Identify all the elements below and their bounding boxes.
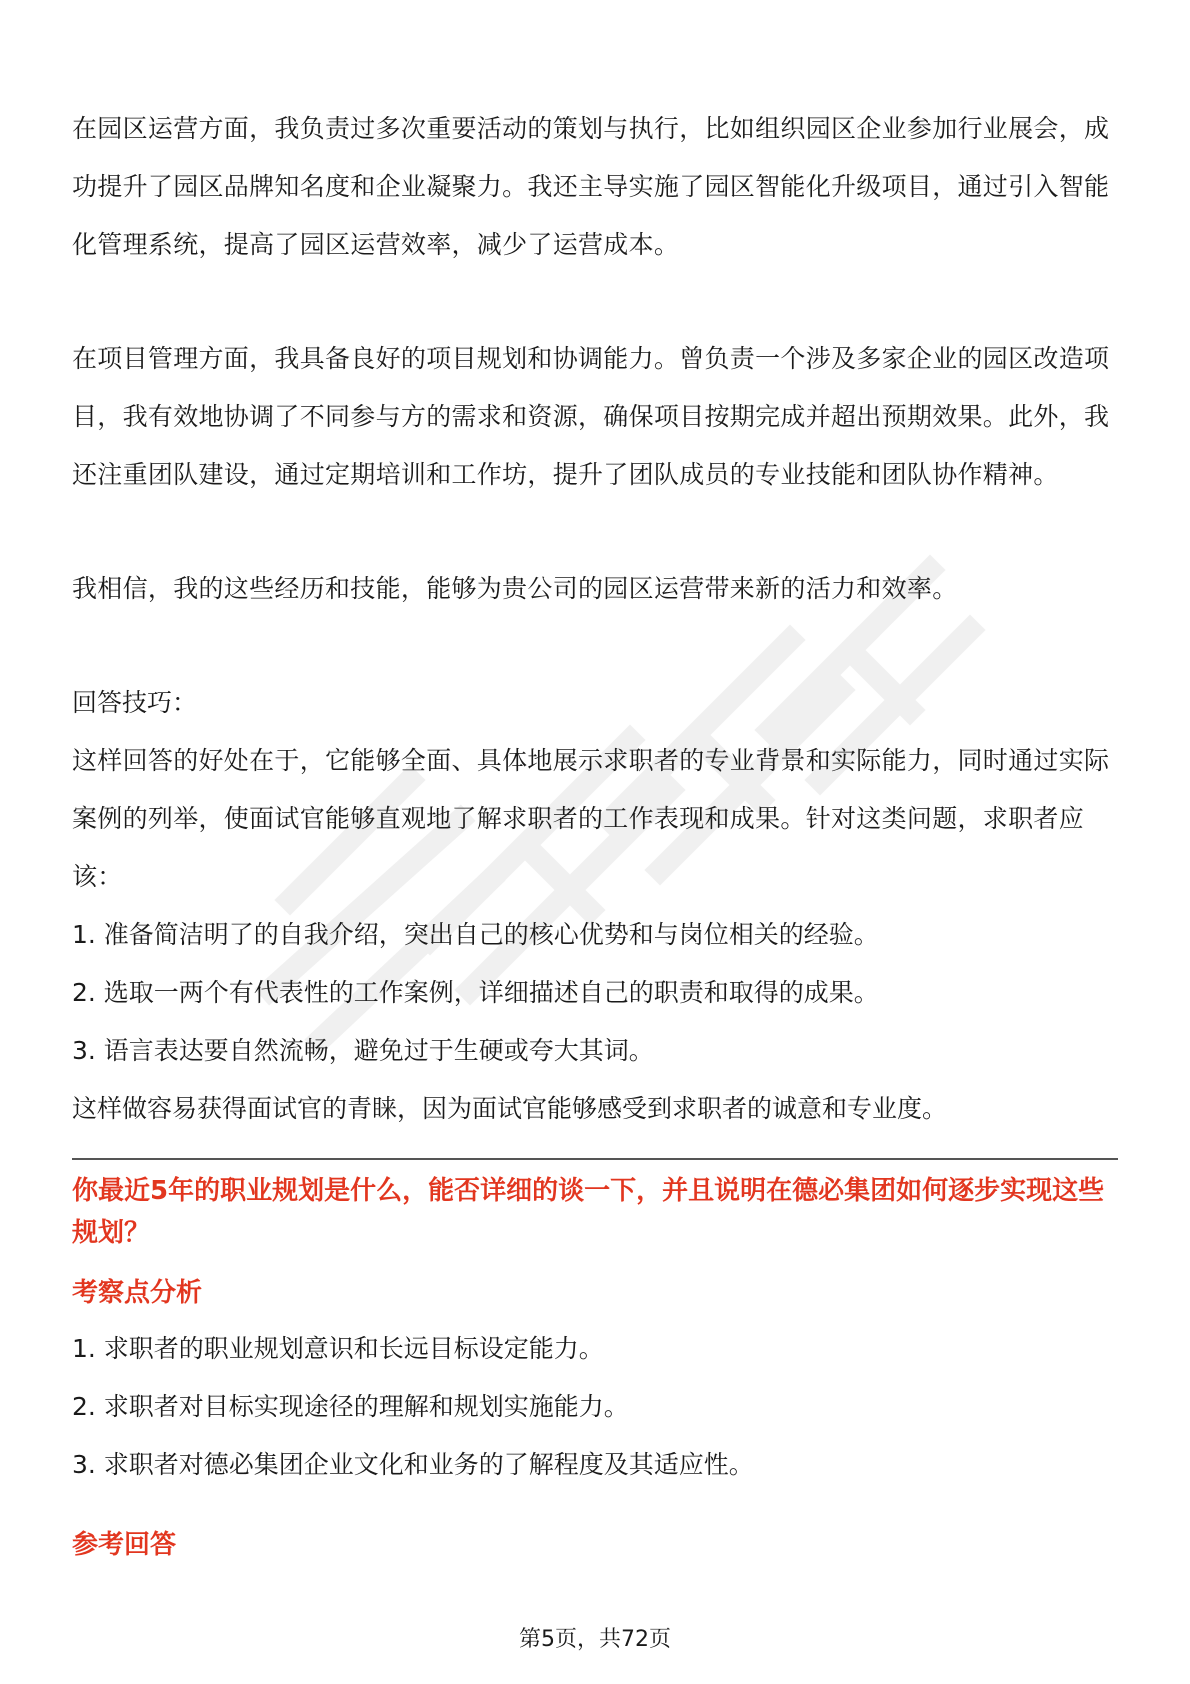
paragraph-conclusion: 我相信，我的这些经历和技能，能够为贵公司的园区运营带来新的活力和效率。 bbox=[72, 574, 958, 603]
tips-item-3: 3. 语言表达要自然流畅，避免过于生硬或夸大其词。 bbox=[72, 1036, 654, 1065]
analysis-item-3: 3. 求职者对德必集团企业文化和业务的了解程度及其适应性。 bbox=[72, 1450, 754, 1479]
tips-label: 回答技巧： bbox=[72, 688, 198, 717]
document-page bbox=[72, 100, 1118, 1572]
question-heading: 你最近5年的职业规划是什么，能否详细的谈一下，并且说明在德必集团如何逐步实现这些规划？ bbox=[72, 1176, 1105, 1248]
page-number: 第5页，共72页 bbox=[519, 1627, 671, 1652]
tips-intro: 这样回答的好处在于，它能够全面、具体地展示求职者的专业背景和实际能力，同时通过实际案例的列举，使面试官能够直观地了解求职者的工作表现和成果。针对这类问题，求职者应该： bbox=[72, 746, 1110, 891]
analysis-item-2: 2. 求职者对目标实现途径的理解和规划实施能力。 bbox=[72, 1392, 629, 1421]
reference-title: 参考回答 bbox=[72, 1530, 177, 1560]
paragraph-project-management: 在项目管理方面，我具备良好的项目规划和协调能力。曾负责一个涉及多家企业的园区改造项目，我有效地协调了不同参与方的需求和资源，确保项目按期完成并超出预期效果。此外，我还注重团队建设，通过定期培训和工作坊，提升了团队成员的专业技能和团队协作精神。 bbox=[72, 344, 1110, 489]
tips-item-1: 1. 准备简洁明了的自我介绍，突出自己的核心优势和与岗位相关的经验。 bbox=[72, 920, 879, 949]
analysis-item-1: 1. 求职者的职业规划意识和长远目标设定能力。 bbox=[72, 1334, 604, 1363]
tips-item-2: 2. 选取一两个有代表性的工作案例，详细描述自己的职责和取得的成果。 bbox=[72, 978, 879, 1007]
section-divider bbox=[72, 1158, 1118, 1160]
paragraph-park-operations: 在园区运营方面，我负责过多次重要活动的策划与执行，比如组织园区企业参加行业展会，成功提升了园区品牌知名度和企业凝聚力。我还主导实施了园区智能化升级项目，通过引入智能化管理系统，提高了园区运营效率，减少了运营成本。 bbox=[72, 114, 1110, 259]
tips-conclusion: 这样做容易获得面试官的青睐，因为面试官能够感受到求职者的诚意和专业度。 bbox=[72, 1094, 948, 1123]
analysis-title: 考察点分析 bbox=[72, 1278, 203, 1308]
